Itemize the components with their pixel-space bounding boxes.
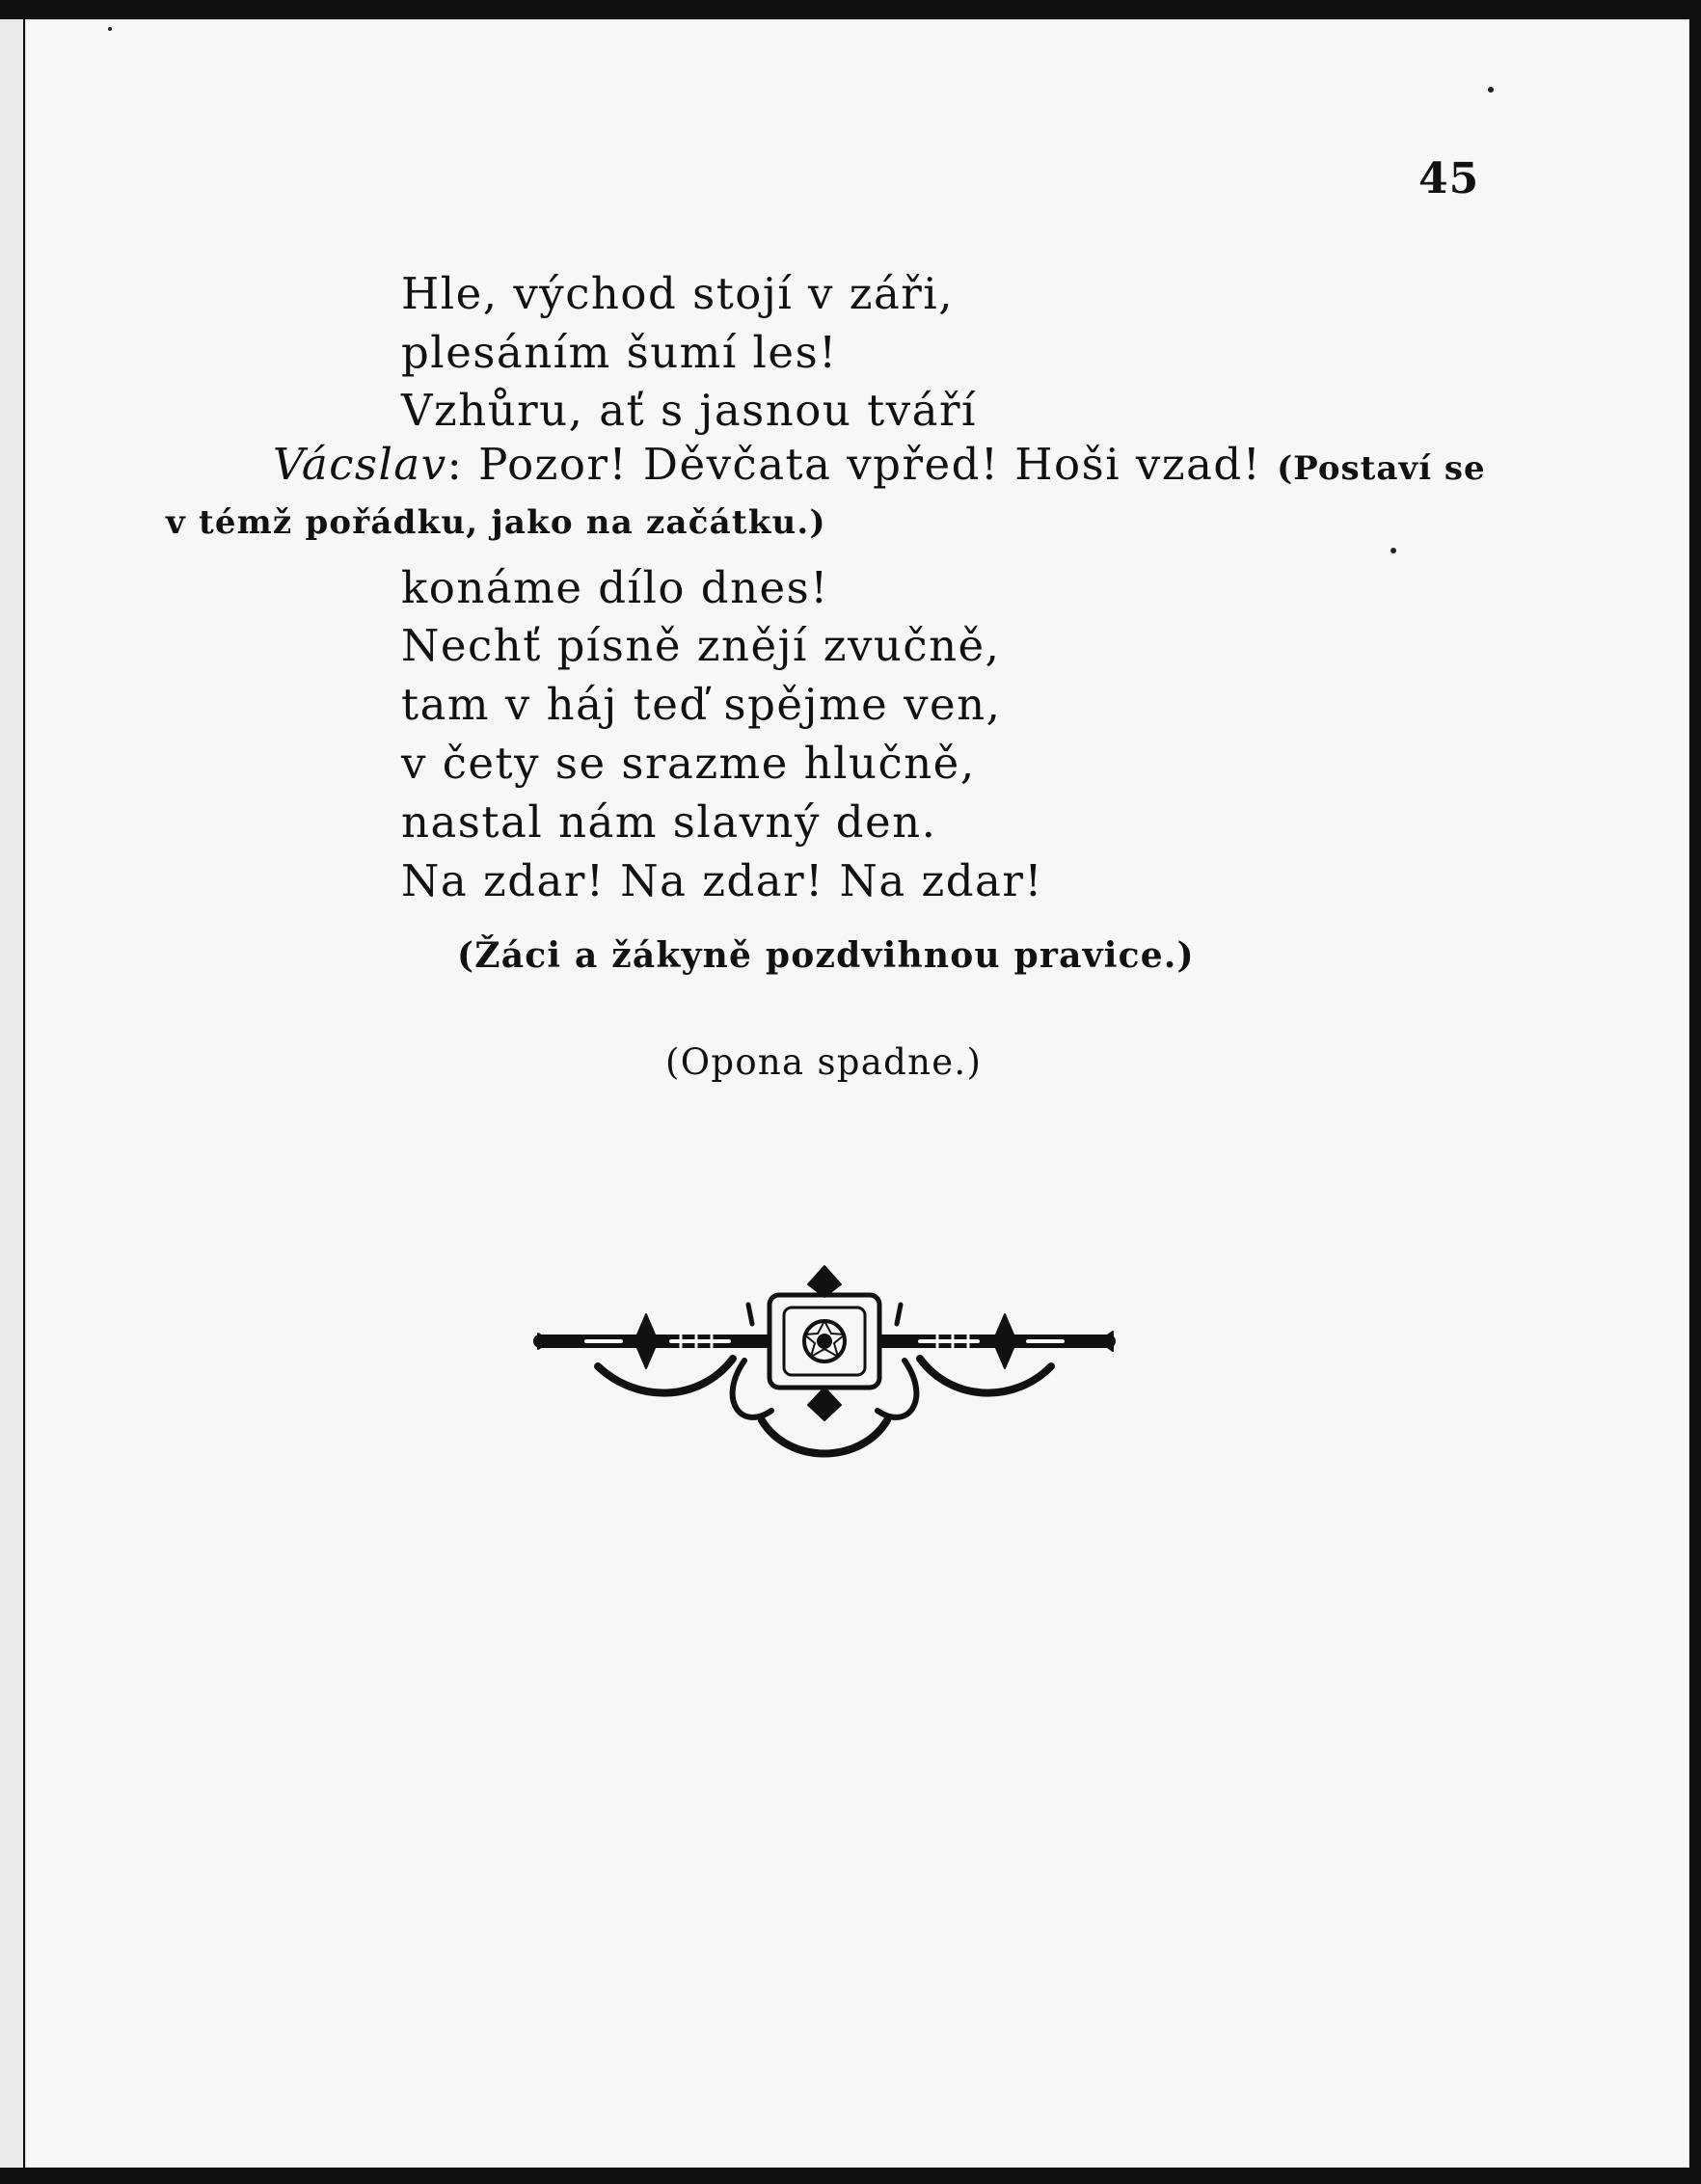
verse-line: plesáním šumí les! [401,327,838,378]
speaker-separator: : [446,439,464,490]
print-speck [1488,87,1494,93]
verse-line: Nechť písně znějí zvučně, [401,620,1001,671]
stage-direction-continuation: v témž pořádku, jako na začátku.) [166,503,826,542]
speaker-line [273,436,1486,498]
adjacent-page-edge [0,19,27,2168]
speech-text: Pozor! Děvčata vpřed! Hoši vzad! [463,439,1278,490]
verse-line: Na zdar! Na zdar! Na zdar! [401,855,1043,906]
curtain-direction: (Opona spadne.) [665,1041,983,1083]
verse-line: Vzhůru, ať s jasnou tváří [401,385,977,436]
book-page [25,19,1689,2168]
verse-line: v čety se srazme hlučně, [401,738,976,789]
page-number: 45 [1418,154,1480,203]
verse-line: nastal nám slavný den. [401,796,937,848]
verse-line: Hle, východ stojí v záři, [401,268,954,319]
stage-direction: (Žáci a žákyně pozdvihnou pravice.) [457,935,1195,976]
speaker-name: Vácslav [273,439,447,490]
print-speck [108,27,112,31]
decorative-curtain-rod-ornament-icon [530,1258,1119,1466]
verse-line: konáme dílo dnes! [401,562,829,613]
verse-line: tam v háj teď spějme ven, [401,679,1002,730]
stage-direction-start: (Postaví se [1277,449,1486,488]
print-speck [1390,548,1396,553]
